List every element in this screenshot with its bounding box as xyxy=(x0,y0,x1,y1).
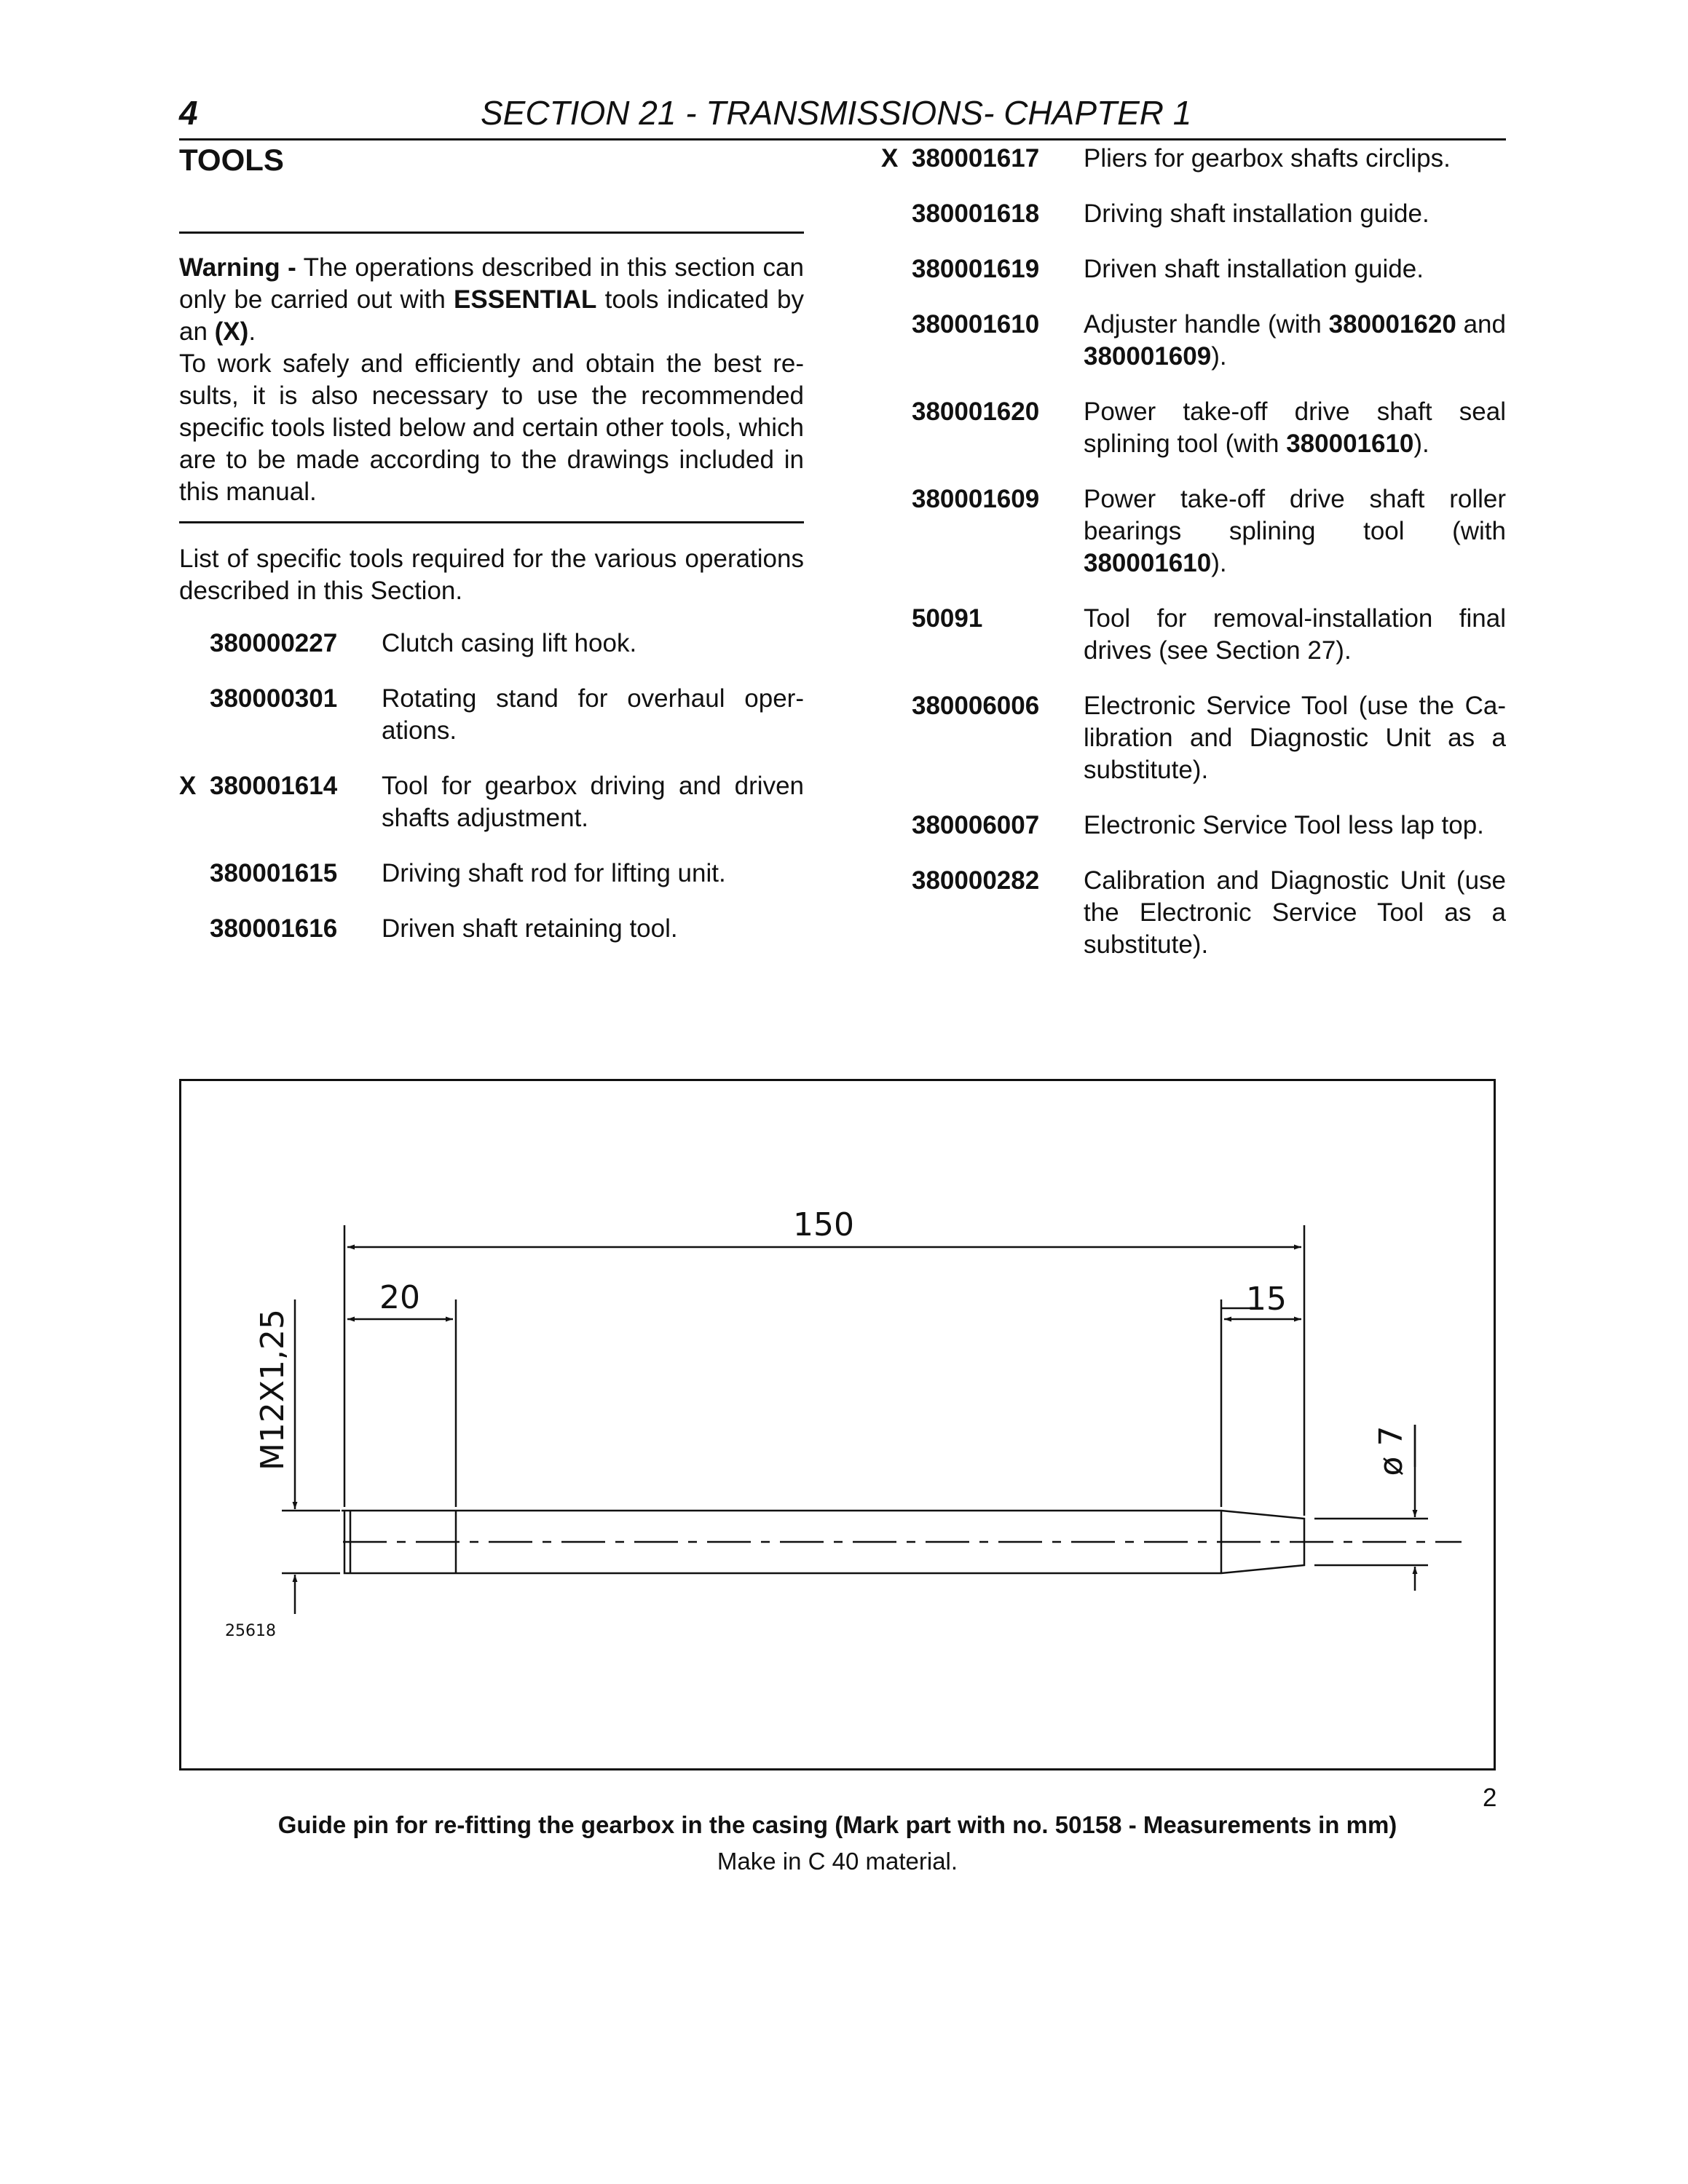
tool-description-text: ). xyxy=(1413,430,1429,458)
tool-list-right xyxy=(881,143,1506,961)
tool-description: Electronic Service Tool less lap top. xyxy=(1084,811,1484,839)
header-rule xyxy=(179,138,1506,141)
tool-code: 380001609 xyxy=(912,485,1040,513)
warning-text: To work safely and efficiently and obtain the best results, it is also necessary to use the recommended specific tools listed below and certain other tools, which are to be made according to the drawings included in this manual. xyxy=(179,349,804,506)
tool-item xyxy=(881,483,1506,579)
essential-marker: X xyxy=(179,772,197,800)
warning-lead: Warning - xyxy=(179,253,296,282)
tool-code: 380001614 xyxy=(210,772,338,800)
tool-description: Driving shaft rod for lifting unit. xyxy=(382,859,726,887)
tool-item xyxy=(881,143,1506,175)
dim-total-label: 150 xyxy=(793,1206,854,1243)
figure-subcaption: Make in C 40 material. xyxy=(717,1848,958,1875)
warning-text: The operations described in this section can only be carried out with xyxy=(179,253,804,314)
section-heading: TOOLS xyxy=(179,143,284,177)
divider xyxy=(179,232,804,234)
tool-code: 380001615 xyxy=(210,859,338,887)
tool-description: Driven shaft installation guide. xyxy=(1084,255,1424,283)
tool-item xyxy=(881,690,1506,786)
tool-description: Driven shaft retaining tool. xyxy=(382,914,678,943)
tool-item xyxy=(179,913,804,945)
tool-item xyxy=(881,198,1506,230)
tool-code: 380001620 xyxy=(912,397,1040,426)
warning-text: tools indicated by an xyxy=(179,285,805,346)
page-number: 4 xyxy=(179,94,198,132)
tool-description: Tool for removal-installation final drives (see Section 27). xyxy=(1084,604,1506,665)
tool-description xyxy=(1084,396,1506,460)
tool-list-left xyxy=(179,628,804,945)
intro-paragraph: List of specific tools required for the various operations described in this Section. xyxy=(179,545,804,605)
tool-item xyxy=(179,858,804,890)
tool-description-text: Adjuster handle (with xyxy=(1084,310,1329,339)
tool-item xyxy=(881,865,1506,961)
figure-number: 2 xyxy=(1483,1784,1497,1812)
tool-item xyxy=(179,770,804,834)
tool-description: Calibration and Diagnostic Unit (use the Electronic Service Tool as a substitute). xyxy=(1084,866,1506,959)
tool-description-text: and xyxy=(1456,310,1506,339)
tool-description-text: Power take-off drive shaft seal splining tool (with xyxy=(1084,397,1506,458)
tool-reference: 380001610 xyxy=(1084,549,1212,577)
tool-description: Clutch casing lift hook. xyxy=(382,629,637,657)
essential-label: ESSENTIAL xyxy=(454,285,597,314)
tool-item xyxy=(179,628,804,660)
dim-thread-length-label: 20 xyxy=(379,1279,420,1316)
guide-pin-drawing xyxy=(181,1081,1494,1768)
tool-item xyxy=(881,603,1506,667)
tool-code: 380001610 xyxy=(912,310,1040,339)
tool-description: Driving shaft installation guide. xyxy=(1084,199,1429,228)
figure-frame xyxy=(179,1079,1496,1770)
tool-description: Electronic Service Tool (use the Calibration and Diagnostic Unit as a substitute). xyxy=(1084,692,1506,784)
tool-reference: 380001610 xyxy=(1286,430,1414,458)
tool-description: Tool for gearbox driving and driven shafts adjustment. xyxy=(382,772,804,832)
tool-code: 380000282 xyxy=(912,866,1040,895)
tool-description-text: ). xyxy=(1211,549,1227,577)
warning-text: . xyxy=(248,317,256,346)
tool-description xyxy=(1084,309,1506,373)
tool-code: 380001619 xyxy=(912,255,1040,283)
tool-item xyxy=(881,253,1506,285)
tool-description xyxy=(1084,483,1506,579)
dim-thread-label: M12X1,25 xyxy=(254,1308,291,1471)
running-head: SECTION 21 - TRANSMISSIONS- CHAPTER 1 xyxy=(481,94,1192,132)
tool-description: Pliers for gearbox shafts circlips. xyxy=(1084,144,1451,173)
dim-tip-diameter-label: ø 7 xyxy=(1373,1425,1410,1476)
tool-item xyxy=(881,810,1506,842)
tool-code: 380006007 xyxy=(912,811,1040,839)
tool-code: 380006006 xyxy=(912,692,1040,720)
tool-code: 380000301 xyxy=(210,684,338,713)
tool-reference: 380001620 xyxy=(1328,310,1456,339)
tool-item xyxy=(881,396,1506,460)
drawing-id: 25618 xyxy=(225,1622,276,1640)
warning-paragraph xyxy=(179,252,804,508)
tool-item xyxy=(881,309,1506,373)
essential-mark: (X) xyxy=(214,317,249,346)
tool-code: 380001618 xyxy=(912,199,1040,228)
figure-caption: Guide pin for re-fitting the gearbox in the casing (Mark part with no. 50158 - Measurements in mm) xyxy=(277,1811,1397,1838)
tool-code: 380000227 xyxy=(210,629,338,657)
divider xyxy=(179,521,804,523)
tool-code: 50091 xyxy=(912,604,983,633)
essential-marker: X xyxy=(881,144,899,173)
tool-code: 380001616 xyxy=(210,914,338,943)
tool-item xyxy=(179,683,804,747)
dim-taper-length-label: 15 xyxy=(1246,1281,1287,1318)
tool-reference: 380001609 xyxy=(1084,342,1212,371)
tool-description-text: ). xyxy=(1211,342,1227,371)
tool-code: 380001617 xyxy=(912,144,1040,173)
tool-description-text: Power take-off drive shaft roller bearings splining tool (with xyxy=(1084,485,1506,545)
tool-description: Rotating stand for overhaul operations. xyxy=(382,684,804,745)
